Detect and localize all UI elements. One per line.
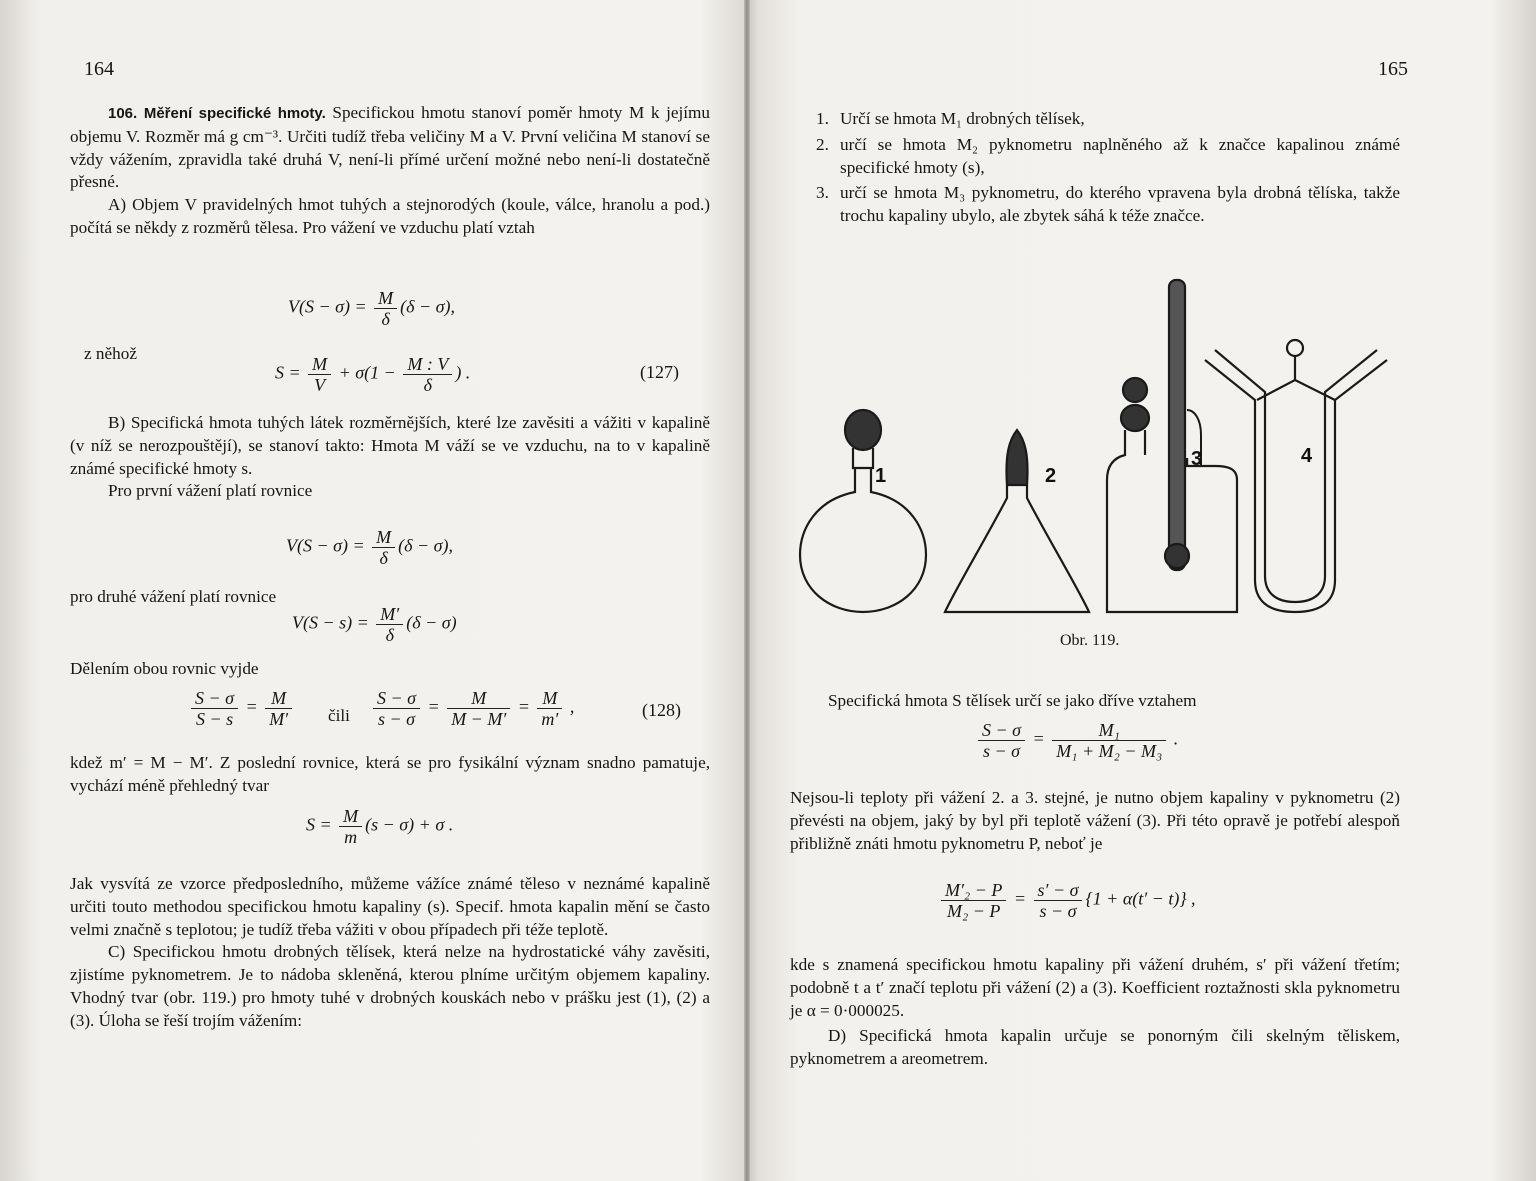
paragraph-6-block <box>70 658 710 681</box>
figure-label-2: 2 <box>1045 465 1057 487</box>
step-item-3: 3. určí se hmota M₃ pyknometru, do kterého vpravena byla drobná tělíska, takže trochu kapaliny ubylo, ale zbytek sáhá k téže značce. <box>816 183 1400 226</box>
figure-label-1: 1 <box>875 465 887 487</box>
section-b <box>70 412 710 503</box>
paragraph-r1-block <box>790 690 1400 713</box>
figure-label-3: 3 <box>1191 448 1203 470</box>
equation-128-left: $\frac{S - \sigma}{S - s}$ = $\frac{M}{M'}$ <box>188 688 295 729</box>
book-gutter <box>744 0 750 1181</box>
pycnometer-1 <box>800 410 926 612</box>
pycnometer-3 <box>1107 280 1237 612</box>
left-page <box>70 0 710 1181</box>
paragraph-2: A) Objem V pravidelných hmot tuhých a stejnorodých (koule, válce, hranolu a pod.) počítá se někdy z rozměrů tělesa. Pro vážení ve vzduchu platí vztah <box>70 195 710 237</box>
equation-first-weighing: V(S − σ) = $\frac{M}{\delta}$ (δ − σ), <box>286 527 454 568</box>
pycnometer-4 <box>1205 340 1387 612</box>
figure-label-4: 4 <box>1301 445 1313 467</box>
paragraph-r3: kde s znamená specifickou hmotu kapaliny při vážení druhém, s′ při vážení třetím; podobně t a t′ značí teplotu při vážení (2) a (3). Koefficient roztažnosti skla pyknometru je α = 0·000025. <box>790 955 1400 1020</box>
equation-short-form: S = $\frac{M}{m}$ (s − σ) + σ . <box>306 806 454 847</box>
equation-128-right: $\frac{S - \sigma}{s - \sigma}$ = $\frac{M}{M - M'}$ = $\frac{M}{m'}$ , <box>370 688 574 729</box>
cili-label: čili <box>328 706 350 725</box>
figure-caption: Obr. 119. <box>1060 632 1120 649</box>
section-c <box>70 873 710 1033</box>
equation-specific-mass: $\frac{S - \sigma}{s - \sigma}$ = $\frac{\text{M₁}}{\text{M₁ + M₂ − M₃}}$ . <box>975 720 1178 761</box>
pycnometer-2 <box>945 430 1089 612</box>
step-item-2: 2. určí se hmota M₂ pyknometru naplněného až k značce kapalinou známé specifické hmoty (s), <box>816 134 1400 177</box>
paragraph-r3-block <box>790 954 1400 1071</box>
page-number-left: 164 <box>84 58 114 80</box>
step-item-1: 1. Určí se hmota M₁ drobných tělísek, <box>816 109 1085 128</box>
paragraph-9: C) Specifickou hmotu drobných tělísek, která nelze na hydrostatické váhy zavěsiti, zjistíme pyknometrem. Je to nádoba skleněná, kterou plníme určitým objemem kapaliny. Vhodný tvar (obr. 119.) pro hmoty tuhé v drobných kouskách nebo v prášku jest (1), (2) a (3). Úloha se řeší trojím vážením: <box>70 942 710 1030</box>
paragraph-7-block <box>70 752 710 798</box>
paragraph-r1: Specifická hmota S tělísek určí se jako dříve vztahem <box>828 691 1197 710</box>
equation-number-127: (127) <box>640 362 679 382</box>
page-number-right: 165 <box>1378 58 1408 80</box>
paragraph-7: kdež m′ = M − M′. Z poslední rovnice, která se pro fysikální význam snadno pamatuje, vychází méně přehledný tvar <box>70 753 710 795</box>
section-106-intro <box>70 102 710 240</box>
z-nehoz-label: z něhož <box>84 344 137 363</box>
paragraph-6: Dělením obou rovnic vyjde <box>70 659 259 678</box>
equation-volume: V(S − σ) = $\frac{M}{\delta}$ (δ − σ), <box>288 288 456 329</box>
paragraph-8: Jak vysvítá ze vzorce předposledního, můžeme vážíce známé těleso v neznámé kapalině určiti touto methodou specifickou hmotu kapaliny (s). Specif. hmota kapalin mění se často velmi značně s teplotou; je tudíž třeba vážiti v obou případech při téže teplotě. <box>70 874 710 939</box>
paragraph-r2-block <box>790 787 1400 855</box>
paragraph-3: B) Specifická hmota tuhých látek rozměrnějších, které lze zavěsiti a vážiti v kapalině (v níž se nerozpouštějí), se stanoví takto: Hmota M váží se ve vzduchu, na to v kapalině známé specifické hmoty s. <box>70 413 710 478</box>
section-number: 106. <box>108 105 138 122</box>
equation-127: S = $\frac{M}{V}$ + σ(1 − $\frac{M : V}{\delta}$ ) . <box>275 354 471 395</box>
figure-119-pycnometers <box>795 270 1395 630</box>
section-title: Měření specifické hmoty. <box>143 105 326 122</box>
paragraph-r2: Nejsou-li teploty při vážení 2. a 3. stejné, je nutno objem kapaliny v pyknometru (2) převésti na objem, jaký by byl při teplotě vážení (3). Při této opravě je potřebí alespoň přibližně znáti hmotu pyknometru P, neboť je <box>790 788 1400 853</box>
paragraph-r4: D) Specifická hmota kapalin určuje se ponorným čili skelným těliskem, pyknometrem a areometrem. <box>790 1026 1400 1069</box>
equation-number-128: (128) <box>642 700 681 720</box>
paragraph-5: pro druhé vážení platí rovnice <box>70 587 277 606</box>
weighing-steps <box>816 108 1400 228</box>
equation-temperature-correction: $\frac{\text{M′₂ − P}}{\text{M₂ − P}}$ = $\frac{s' - \sigma}{s - \sigma}$ {1 + α(t′ − t)} , <box>938 880 1196 921</box>
paragraph-1: Specifickou hmotu stanoví poměr hmoty M k jejímu objemu V. Rozměr má g cm⁻³. Určiti tudíž třeba veličiny M a V. První veličina M stanoví se vždy vážením, zpravidla také druhá V, není-li přímé určení možné nebo není-li dostatečně přesné. <box>70 103 711 192</box>
paragraph-4: Pro první vážení platí rovnice <box>108 481 313 501</box>
equation-second-weighing: V(S − s) = $\frac{M'}{\delta}$ (δ − σ) <box>292 604 457 645</box>
